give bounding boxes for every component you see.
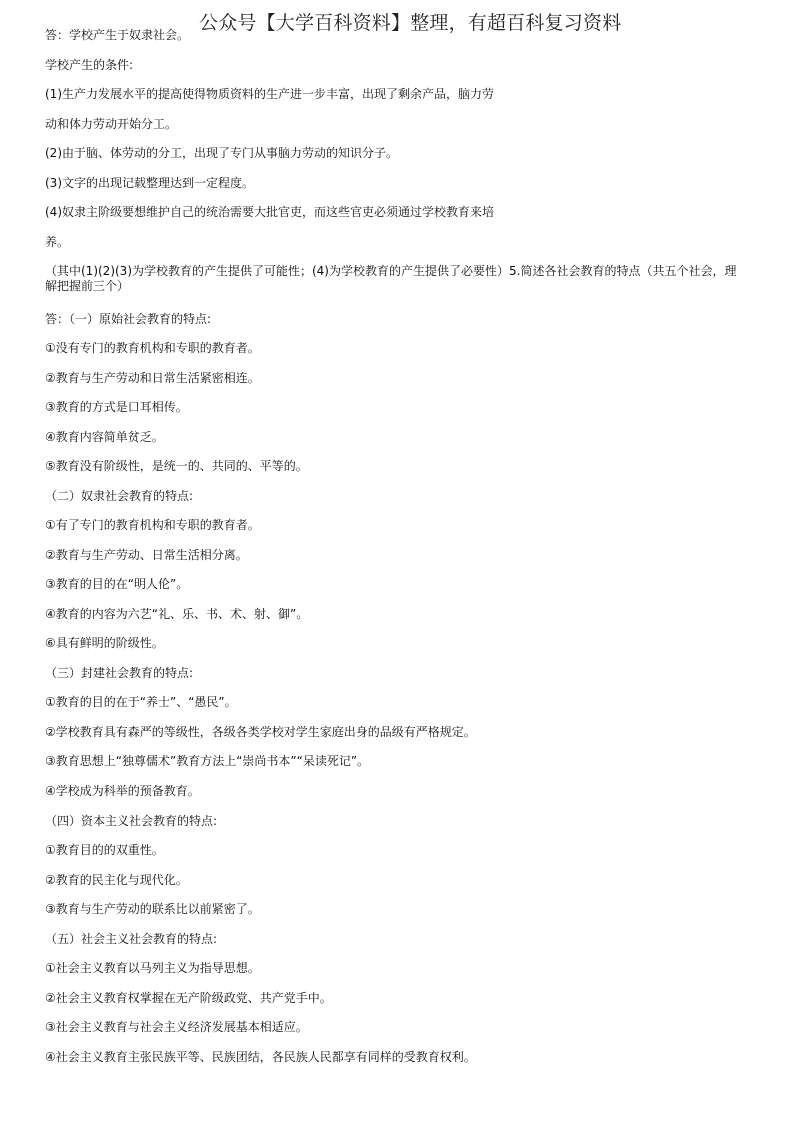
text-line: ③教育的目的在“明人伦”。 [45, 577, 189, 591]
text-paragraph: （其中(1)(2)(3)为学校教育的产生提供了可能性；(4)为学校教育的产生提供了必要性）5.简述各社会教育的特点（共五个社会，理解把握前三个） [45, 264, 737, 293]
text-line: 养。 [45, 235, 70, 249]
text-line: ④教育内容简单贫乏。 [45, 430, 164, 444]
text-line: ④学校成为科举的预备教育。 [45, 784, 200, 798]
text-line: 答：（一）原始社会教育的特点: [45, 312, 212, 326]
text-line: (2)由于脑、体劳动的分工，出现了专门从事脑力劳动的知识分子。 [45, 146, 399, 160]
text-line: ④教育的内容为六艺“礼、乐、书、术、射、御”。 [45, 607, 309, 621]
text-line: （二）奴隶社会教育的特点: [45, 489, 194, 503]
text-line: ②学校教育具有森严的等级性，各级各类学校对学生家庭出身的品级有严格规定。 [45, 725, 476, 739]
text-line: ④社会主义教育主张民族平等、民族团结，各民族人民都享有同样的受教育权利。 [45, 1050, 476, 1064]
text-line: ②社会主义教育权掌握在无产阶级政党、共产党手中。 [45, 991, 332, 1005]
text-line: ③教育与生产劳动的联系比以前紧密了。 [45, 902, 260, 916]
text-line: ①教育目的的双重性。 [45, 843, 164, 857]
text-line: ①教育的目的在于“养士”、“愚民”。 [45, 695, 237, 709]
text-line: ⑤教育没有阶级性，是统一的、共同的、平等的。 [45, 459, 308, 473]
text-line: ③教育的方式是口耳相传。 [45, 400, 188, 414]
text-line: （三）封建社会教育的特点: [45, 666, 194, 680]
text-line: ②教育与生产劳动、日常生活相分离。 [45, 548, 248, 562]
text-line: ③社会主义教育与社会主义经济发展基本相适应。 [45, 1020, 308, 1034]
text-line: ①没有专门的教育机构和专职的教育者。 [45, 341, 260, 355]
text-line: (1)生产力发展水平的提高使得物质资料的生产进一步丰富，出现了剩余产品，脑力劳 [45, 87, 495, 101]
text-line: 动和体力劳动开始分工。 [45, 117, 178, 131]
text-line: (4)奴隶主阶级要想维护自己的统治需要大批官吏，而这些官吏必须通过学校教育来培 [45, 205, 495, 219]
text-line: （四）资本主义社会教育的特点: [45, 814, 218, 828]
text-line: ⑥具有鲜明的阶级性。 [45, 636, 164, 650]
text-line: (3)文字的出现记载整理达到一定程度。 [45, 176, 254, 190]
watermark-header: 公众号【大学百科资料】整理，有超百科复习资料 [199, 12, 622, 34]
text-line: ②教育的民主化与现代化。 [45, 873, 188, 887]
text-line: ②教育与生产劳动和日常生活紧密相连。 [45, 371, 260, 385]
text-line: 学校产生的条件: [45, 58, 134, 72]
text-line: ③教育思想上“独尊儒术”教育方法上“崇尚书本”“呆读死记”。 [45, 754, 370, 768]
text-line: （五）社会主义社会教育的特点: [45, 932, 218, 946]
text-line: ①有了专门的教育机构和专职的教育者。 [45, 518, 260, 532]
text-line: ①社会主义教育以马列主义为指导思想。 [45, 961, 260, 975]
text-line: 答：学校产生于奴隶社会。 [45, 28, 190, 42]
